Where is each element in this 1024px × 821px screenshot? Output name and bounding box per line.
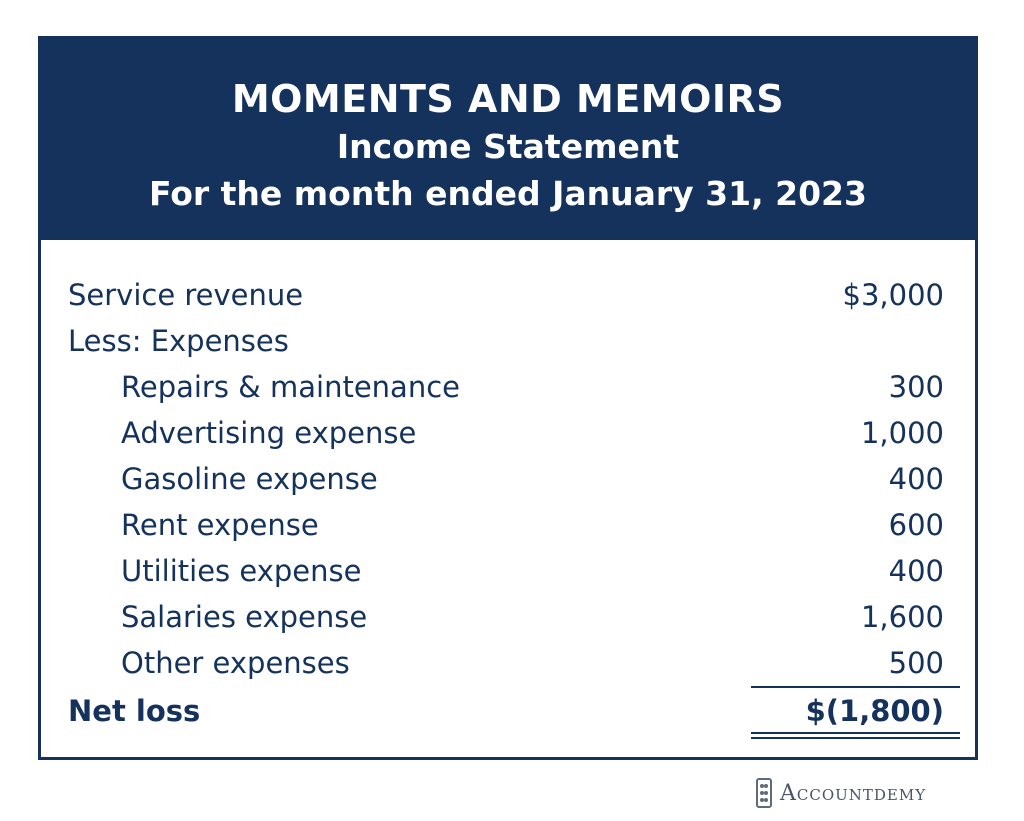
brand-footer	[756, 776, 926, 810]
expense-label: Other expenses	[121, 646, 350, 680]
net-loss-amount: $(1,800)	[805, 694, 944, 728]
expense-amount: 300	[888, 370, 944, 404]
expense-label: Utilities expense	[121, 554, 362, 588]
expense-amount: 1,000	[860, 416, 944, 450]
expense-label: Gasoline expense	[121, 462, 378, 496]
accountdemy-logo-icon	[756, 778, 772, 808]
expense-row	[41, 594, 975, 640]
statement-header	[41, 39, 975, 240]
statement-period: For the month ended January 31, 2023	[149, 174, 867, 213]
revenue-amount: $3,000	[842, 278, 944, 312]
expenses-heading-row	[41, 318, 975, 364]
expense-row	[41, 548, 975, 594]
expense-label: Advertising expense	[121, 416, 417, 450]
expense-amount: 1,600	[860, 600, 944, 634]
total-double-rule	[751, 732, 960, 739]
net-loss-label: Net loss	[68, 694, 201, 728]
company-name: MOMENTS AND MEMOIRS	[231, 77, 785, 121]
brand-name: Accountdemy	[780, 780, 927, 806]
net-loss-row	[41, 688, 975, 734]
expense-amount: 500	[888, 646, 944, 680]
expense-label: Repairs & maintenance	[121, 370, 460, 404]
expense-row	[41, 456, 975, 502]
revenue-label: Service revenue	[68, 278, 304, 312]
expense-row	[41, 410, 975, 456]
expense-amount: 600	[888, 508, 944, 542]
expense-amount: 400	[888, 462, 944, 496]
expense-row	[41, 502, 975, 548]
expense-amount: 400	[888, 554, 944, 588]
expense-row	[41, 640, 975, 686]
statement-title: Income Statement	[336, 127, 680, 166]
statement-body	[41, 240, 975, 757]
revenue-row	[41, 272, 975, 318]
expense-label: Salaries expense	[121, 600, 368, 634]
income-statement	[38, 36, 978, 760]
expense-row	[41, 364, 975, 410]
expenses-heading: Less: Expenses	[68, 324, 289, 358]
expense-label: Rent expense	[121, 508, 319, 542]
